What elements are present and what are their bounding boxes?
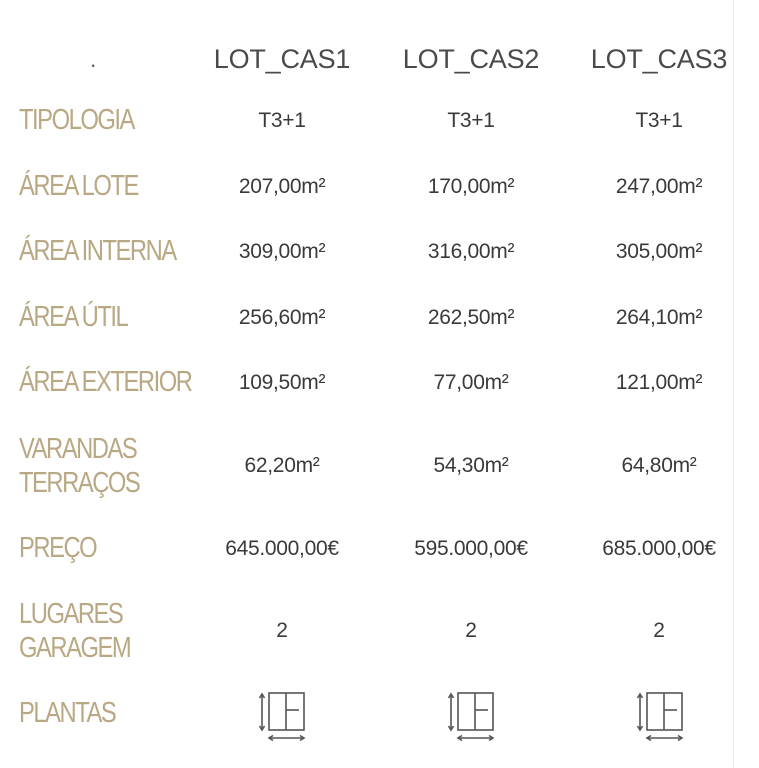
value-preco-lot1: 645.000,00€ — [225, 537, 339, 560]
floor-plan-icon[interactable] — [636, 690, 684, 742]
value-garagem-lot2: 2 — [465, 619, 477, 642]
value-tipologia-lot2: T3+1 — [447, 109, 495, 132]
value-area-lote-lot2: 170,00m² — [427, 175, 515, 198]
row-label-area-interna: ÁREA INTERNA — [19, 235, 176, 267]
row-label-varandas-terracos — [19, 430, 139, 502]
value-varandas-lot2: 54,30m² — [433, 454, 509, 477]
row-label-area-util: ÁREA ÚTIL — [19, 301, 128, 333]
value-area-lote-lot3: 247,00m² — [615, 175, 703, 198]
value-tipologia-lot3: T3+1 — [635, 109, 683, 132]
value-preco-lot2: 595.000,00€ — [414, 537, 528, 560]
row-label-lugares-garagem — [19, 595, 130, 667]
row-label-area-lote: ÁREA LOTE — [19, 170, 138, 202]
column-header-lot-cas1: LOT_CAS1 — [213, 43, 351, 74]
value-area-lote-lot1: 207,00m² — [238, 175, 326, 198]
value-garagem-lot3: 2 — [653, 619, 665, 642]
row-label-terracos: TERRAÇOS — [19, 467, 140, 499]
row-label-varandas: VARANDAS — [19, 433, 137, 465]
column-header-lot-cas3: LOT_CAS3 — [590, 43, 728, 74]
value-area-exterior-lot2: 77,00m² — [433, 371, 509, 394]
floor-plan-icon[interactable] — [258, 690, 306, 742]
value-area-interna-lot2: 316,00m² — [427, 240, 515, 263]
value-varandas-lot3: 64,80m² — [621, 454, 697, 477]
value-preco-lot3: 685.000,00€ — [602, 537, 716, 560]
row-label-tipologia: TIPOLOGIA — [19, 104, 134, 136]
row-label-plantas: PLANTAS — [19, 697, 116, 729]
row-label-preco: PREÇO — [19, 532, 97, 564]
value-area-util-lot2: 262,50m² — [427, 306, 515, 329]
value-varandas-lot1: 62,20m² — [244, 454, 320, 477]
value-area-exterior-lot1: 109,50m² — [238, 371, 326, 394]
value-area-util-lot1: 256,60m² — [238, 306, 326, 329]
row-label-area-exterior: ÁREA EXTERIOR — [19, 366, 192, 398]
value-area-util-lot3: 264,10m² — [615, 306, 703, 329]
value-area-exterior-lot3: 121,00m² — [615, 371, 703, 394]
floor-plan-icon[interactable] — [447, 690, 495, 742]
column-header-lot-cas2: LOT_CAS2 — [402, 43, 540, 74]
row-label-lugares: LUGARES — [19, 598, 123, 630]
value-area-interna-lot1: 309,00m² — [238, 240, 326, 263]
value-garagem-lot1: 2 — [276, 619, 288, 642]
header-corner: . — [90, 47, 96, 72]
row-label-garagem: GARAGEM — [19, 632, 131, 664]
value-area-interna-lot3: 305,00m² — [615, 240, 703, 263]
value-tipologia-lot1: T3+1 — [258, 109, 306, 132]
